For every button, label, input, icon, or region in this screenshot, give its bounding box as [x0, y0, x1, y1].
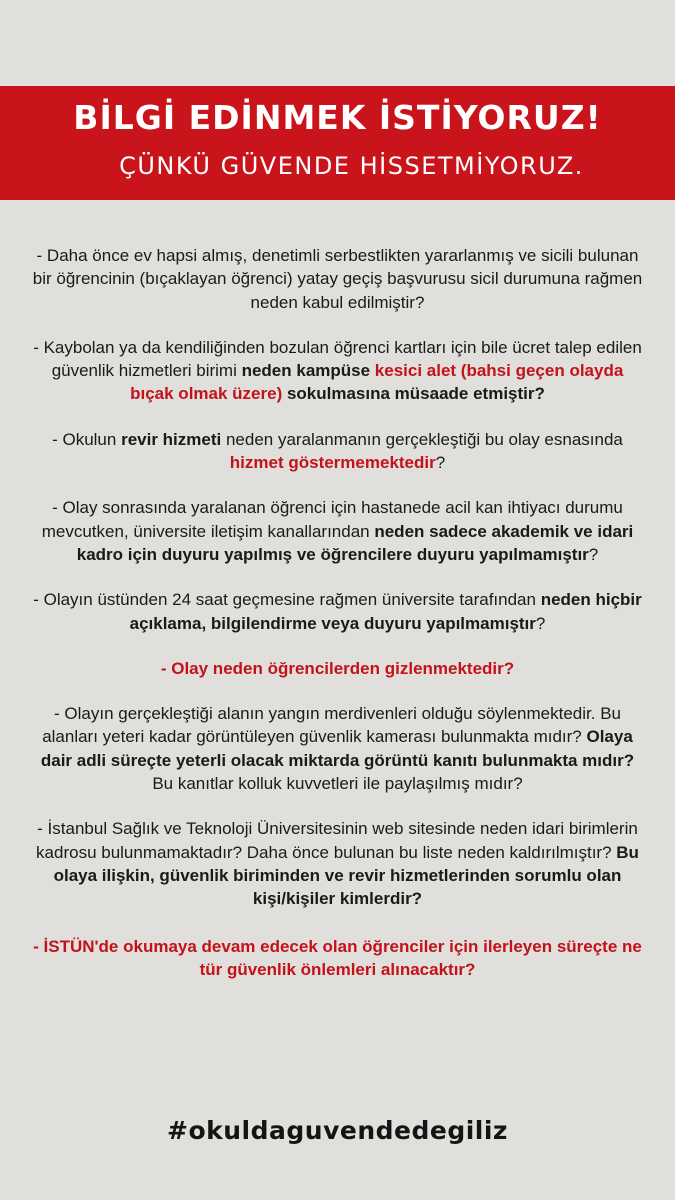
question-4-bold: neden sadece akademik ve idari kadro için duyuru yapılmış ve öğrencilere duyuru yapılmamıştır: [76, 521, 634, 564]
question-7-text-a: - Olayın gerçekleştiği alanın yangın merdivenleri olduğu söylenmektedir. Bu alanları yeteri kadar görüntüleyen güvenlik kamerası bulunmakta mıdır?: [42, 704, 621, 747]
question-5-text-c: ?: [535, 613, 546, 633]
question-6: [30, 657, 645, 680]
question-3-text-e: ?: [435, 453, 446, 473]
question-7-bold: Olaya dair adli süreçte yeterli olacak miktarda görüntü kanıtı bulunmakta mıdır?: [40, 727, 635, 770]
question-3-text-c: neden yaralanmanın gerçekleştiği bu olay esnasında: [221, 429, 623, 449]
question-4-text-a: - Olay sonrasında yaralanan öğrenci için hastanede acil kan ihtiyacı durumu mevcutken, üniversite iletişim kanallarından: [41, 498, 623, 541]
question-7: [30, 702, 645, 795]
question-3-bold: revir hizmeti: [121, 429, 222, 449]
hashtag: #okuldaguvendedegiliz: [167, 1116, 508, 1145]
question-2: [30, 336, 645, 406]
question-3: [30, 428, 645, 475]
question-2-highlight: kesici alet (bahsi geçen olayda bıçak olmak üzere): [130, 361, 624, 404]
page-subtitle: ÇÜNKÜ GÜVENDE HİSSETMİYORUZ.: [119, 152, 584, 180]
question-8: [30, 817, 645, 910]
question-4: [30, 496, 645, 566]
question-2-text-a: - Kaybolan ya da kendiliğinden bozulan öğrenci kartları için bile ücret talep edilen güvenlik hizmetleri birimi: [33, 337, 642, 381]
question-2-bold: neden kampüse: [241, 361, 375, 381]
question-5: [30, 588, 645, 635]
question-8-bold: Bu olaya ilişkin, güvenlik biriminden ve revir hizmetlerinden sorumlu olan kişi/kişiler kimlerdir?: [53, 842, 639, 909]
question-6-highlight: - Olay neden öğrencilerden gizlenmektedir?: [160, 658, 515, 678]
page-title: BİLGİ EDİNMEK İSTİYORUZ!: [73, 98, 602, 137]
question-1-text: - Daha önce ev hapsi almış, denetimli serbestlikten yararlanmış ve sicili bulunan bir öğrencinin (bıçaklayan öğrenci) yatay geçiş başvurusu sicil durumuna rağmen neden kabul edilmiştir?: [32, 246, 643, 312]
question-8-text-a: - İstanbul Sağlık ve Teknoloji Üniversitesinin web sitesinde neden idari birimlerin kadrosu bulunmamaktadır? Daha önce bulunan bu liste neden kaldırılmıştır?: [36, 819, 638, 862]
question-3-highlight: hizmet göstermemektedir: [229, 453, 436, 473]
question-9: [30, 935, 645, 982]
question-3-text-a: - Okulun: [52, 429, 122, 449]
header-banner: [0, 86, 675, 200]
question-9-highlight: - İSTÜN'de okumaya devam edecek olan öğrenciler için ilerleyen süreçte ne tür güvenlik önlemleri alınacaktır?: [33, 936, 642, 979]
question-7-text-c: Bu kanıtlar kolluk kuvvetleri ile paylaşılmış mıdır?: [152, 774, 523, 794]
question-5-bold: neden hiçbir açıklama, bilgilendirme veya duyuru yapılmamıştır: [129, 590, 642, 633]
question-list: [30, 244, 645, 1003]
question-5-text-a: - Olayın üstünden 24 saat geçmesine rağmen üniversite tarafından: [33, 590, 541, 610]
question-4-text-c: ?: [588, 544, 599, 564]
question-1: [30, 244, 645, 314]
question-2-bold-end: sokulmasına müsaade etmiştir?: [282, 384, 545, 404]
